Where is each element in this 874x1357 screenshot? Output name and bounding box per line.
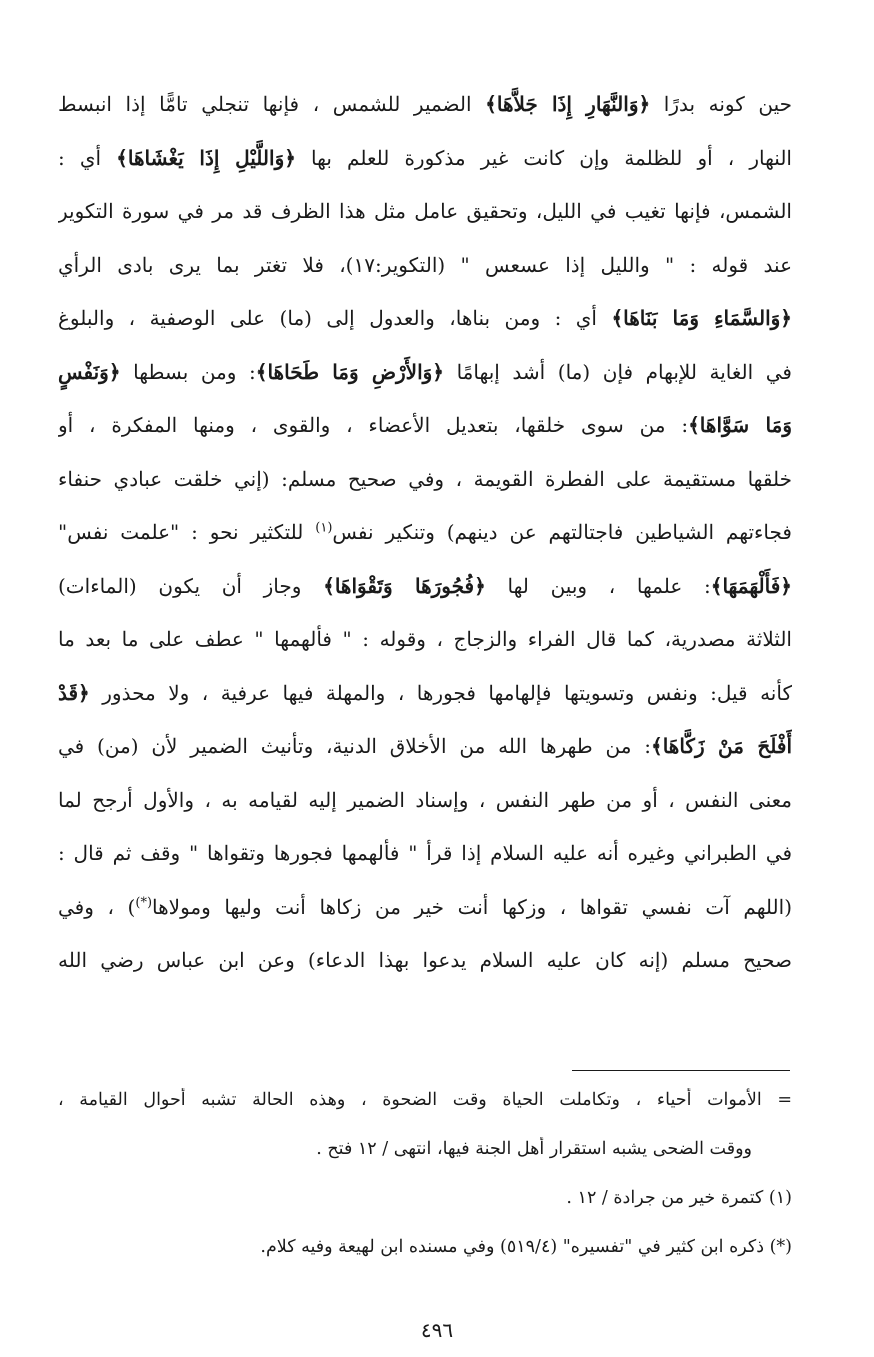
- text-line: [58, 453, 792, 507]
- text-segment: وجاز أن يكون (الماءات): [58, 573, 324, 598]
- text-line: [58, 934, 792, 988]
- text-line: [58, 292, 792, 346]
- footnote-separator: [572, 1070, 790, 1071]
- text-segment: ) ، وفي: [58, 894, 136, 919]
- text-line: [58, 881, 792, 935]
- text-segment: الضمير للشمس ، فإنها تنجلي تامًّا إذا انبسط: [58, 92, 486, 116]
- text-segment: خلقها مستقيمة على الفطرة القويمة ، وفي صحيح مسلم: (إني خلقت عبادي حنفاء: [58, 466, 792, 491]
- quran-verse: ﴿وَالأَرْضِ وَمَا طَحَاهَا﴾: [255, 359, 445, 384]
- text-line: [58, 399, 792, 453]
- quran-verse: ﴿قَدْ: [58, 680, 90, 705]
- text-segment: : من سوى خلقها، بتعديل الأعضاء ، والقوى ، ومنها المفكرة ، أو: [58, 413, 689, 437]
- text-segment: : ومن بسطها: [120, 359, 256, 384]
- main-text-block: [58, 78, 792, 988]
- text-line: [58, 132, 792, 186]
- text-line: [58, 827, 792, 881]
- text-segment: : علمها ، وبين لها: [485, 573, 711, 598]
- quran-verse: ﴿فَأَلْهَمَهَا﴾: [710, 573, 792, 598]
- text-line: [58, 239, 792, 293]
- text-segment: أي :: [58, 145, 117, 170]
- quran-verse: ﴿وَالسَّمَاءِ وَمَا بَنَاهَا﴾: [611, 306, 792, 330]
- text-segment: الثلاثة مصدرية، كما قال الفراء والزجاج ، وقوله : " فألهمها " عطف على ما بعد ما: [58, 627, 792, 651]
- footnote-star: (*) ذكره ابن كثير في "تفسيره" (٥١٩/٤) وفي مسنده ابن لهيعة وفيه كلام.: [260, 1237, 792, 1257]
- text-segment: عند قوله : " والليل إذا عسعس " (التكوير:١٧)، فلا تغتر بما يرى بادى الرأي: [58, 252, 792, 277]
- text-segment: في الطبراني وغيره أنه عليه السلام إذا قرأ " فألهمها فجورها وتقواها " وقف ثم قال :: [58, 841, 792, 865]
- text-segment: في الغاية للإبهام فإن (ما) أشد إبهامًا: [444, 359, 792, 384]
- text-segment: النهار ، أو للظلمة وإن كانت غير مذكورة للعلم بها: [295, 145, 792, 170]
- text-line: [58, 506, 792, 560]
- text-line: [58, 78, 792, 132]
- quran-verse: وَمَا سَوَّاهَا﴾: [688, 413, 792, 437]
- text-line: [58, 613, 792, 667]
- page-number: ٤٩٦: [420, 1318, 454, 1342]
- footnote-continuation-line-2: ووقت الضحى يشبه استقرار أهل الجنة فيها، انتهى / ١٢ فتح .: [316, 1139, 752, 1159]
- text-segment: حين كونه بدرًا: [650, 92, 792, 116]
- quran-verse: ﴿فُجُورَهَا وَتَقْوَاهَا﴾: [323, 573, 486, 598]
- text-segment: فجاءتهم الشياطين فاجتالتهم عن دينهم) وتنكير نفس: [332, 520, 792, 544]
- text-line: [58, 720, 792, 774]
- quran-verse: ﴿وَنَفْسٍ: [58, 359, 121, 384]
- text-segment: الشمس، فإنها تغيب في الليل، وتحقيق عامل مثل هذا الظرف قد مر في سورة التكوير: [58, 199, 792, 223]
- text-segment: أي : ومن بناها، والعدول إلى (ما) على الوصفية ، والبلوغ: [58, 306, 612, 330]
- text-segment: : من طهرها الله من الأخلاق الدنية، وتأنيث الضمير لأن (من) في: [58, 734, 651, 758]
- text-segment: للتكثير نحو : "علمت نفس": [58, 520, 316, 544]
- footnote-reference: (*): [135, 894, 153, 910]
- footnote-continuation-line-1: = الأموات أحياء ، وتكاملت الحياة وقت الضحوة ، وهذه الحالة تشبه أحوال القيامة ،: [58, 1090, 792, 1110]
- text-line: [58, 185, 792, 239]
- quran-verse: ﴿وَاللَّيْلِ إِذَا يَغْشَاهَا﴾: [116, 145, 296, 170]
- quran-verse: أَفْلَحَ مَنْ زَكَّاهَا﴾: [650, 734, 792, 758]
- quran-verse: ﴿وَالنَّهَارِ إِذَا جَلاَّهَا﴾: [485, 92, 651, 116]
- footnote-reference: (١): [315, 520, 333, 536]
- text-line: [58, 774, 792, 828]
- text-line: [58, 667, 792, 721]
- text-segment: صحيح مسلم (إنه كان عليه السلام يدعوا بهذا الدعاء) وعن ابن عباس رضي الله: [58, 948, 792, 972]
- text-segment: كأنه قيل: ونفس وتسويتها فإلهامها فجورها ، والمهلة فيها عرفية ، ولا محذور: [89, 680, 792, 705]
- footnote-1: (١) كتمرة خير من جرادة / ١٢ .: [566, 1188, 792, 1208]
- text-line: [58, 346, 792, 400]
- footnotes-block: [58, 1088, 792, 1284]
- text-segment: (اللهم آت نفسي تقواها ، وزكها أنت خير من زكاها أنت وليها ومولاها: [152, 894, 792, 919]
- text-segment: معنى النفس ، أو من طهر النفس ، وإسناد الضمير إليه لقيامه به ، والأول أرجح لما: [58, 787, 792, 812]
- text-line: [58, 560, 792, 614]
